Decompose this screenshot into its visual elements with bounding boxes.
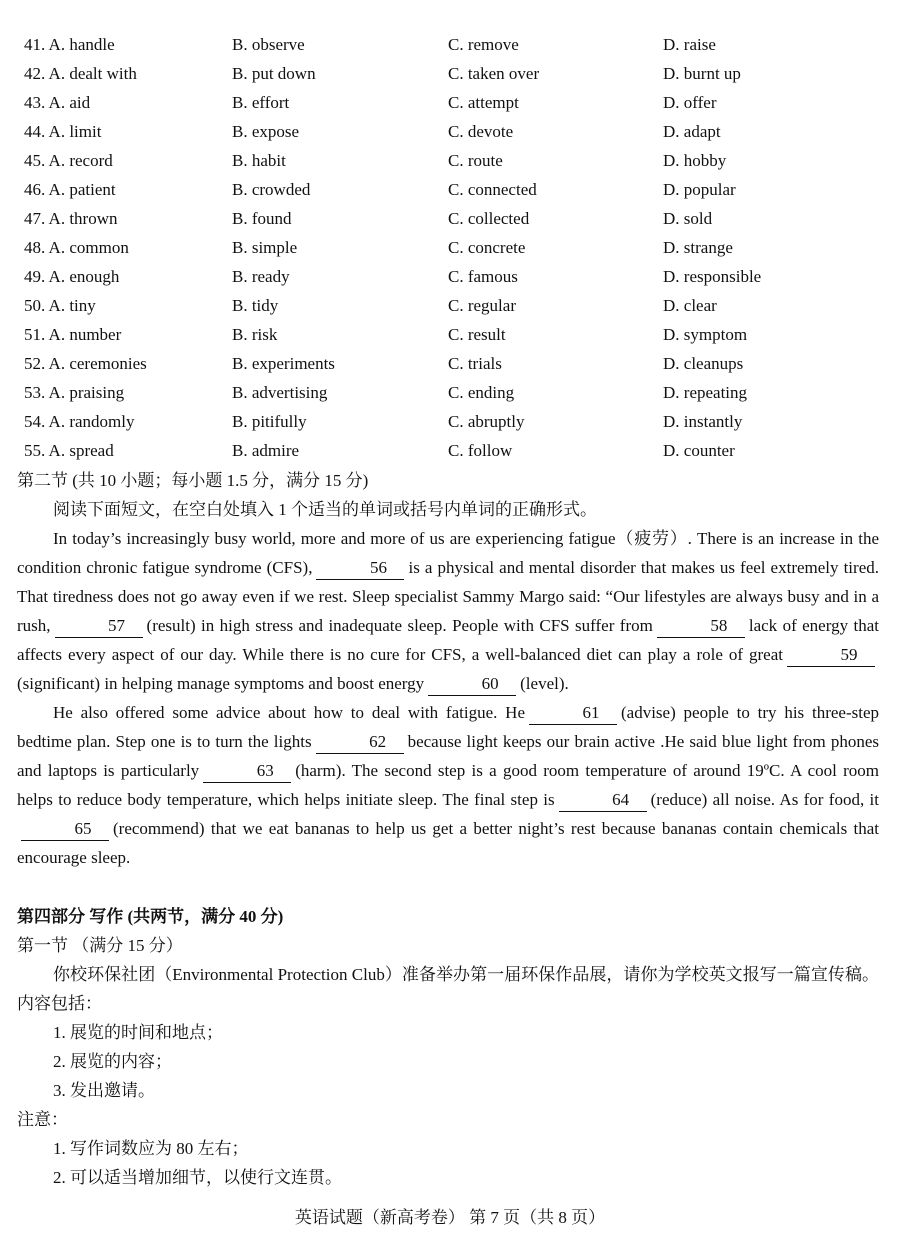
- option-d: D. symptom: [663, 325, 748, 344]
- option-row: [24, 204, 884, 233]
- option-d: D. popular: [663, 180, 736, 199]
- option-d: D. instantly: [663, 412, 743, 431]
- passage-paragraph-1: In today’s increasingly busy world, more and more of us are experiencing fatigue（疲劳）. There is an increase in the condition chronic fatigue syndrome (CFS), 56 is a physical and mental disorder that makes us feel extremely tired. That tiredness does not go away even if we rest. Sleep specialist Sammy Margo said: “Our lifestyles are always busy and in a rush, 57 (result) in high stress and inadequate sleep. People with CFS suffer from 58 lack of energy that affects every aspect of our day. While there is no cure for CFS, a well-balanced diet can play a role of great 59(significant) in helping manage symptoms and boost energy 60 (level).: [17, 524, 879, 698]
- option-row: [24, 320, 884, 349]
- option-c: C. remove: [448, 35, 519, 54]
- option-a: 44. A. limit: [24, 122, 102, 141]
- option-d: D. raise: [663, 35, 716, 54]
- option-a: 55. A. spread: [24, 441, 114, 460]
- option-d: D. repeating: [663, 383, 748, 402]
- option-a: 47. A. thrown: [24, 209, 118, 228]
- option-d: D. hobby: [663, 151, 727, 170]
- blank-61: 61: [529, 702, 617, 725]
- option-row: [24, 291, 884, 320]
- blank-59: 59: [787, 644, 875, 667]
- blank-56: 56: [316, 557, 404, 580]
- part-4-writing: [17, 902, 879, 1192]
- writing-prompt: 你校环保社团（Environmental Protection Club）准备举办第一届环保作品展，请你为学校英文报写一篇宣传稿。内容包括：: [17, 965, 879, 1013]
- option-b: B. experiments: [232, 354, 335, 373]
- option-a: 52. A. ceremonies: [24, 354, 147, 373]
- section-2: [17, 466, 879, 872]
- blank-63: 63: [203, 760, 291, 783]
- blank-57: 57: [55, 615, 143, 638]
- option-b: B. observe: [232, 35, 305, 54]
- option-c: C. regular: [448, 296, 516, 315]
- blank-62: 62: [316, 731, 404, 754]
- option-b: B. ready: [232, 267, 290, 286]
- option-row: [24, 436, 884, 465]
- option-b: B. admire: [232, 441, 300, 460]
- section-2-heading: 第二节 (共 10 小题；每小题 1.5 分，满分 15 分): [17, 471, 369, 490]
- option-b: B. pitifully: [232, 412, 307, 431]
- note-label: 注意：: [17, 1110, 68, 1129]
- option-row: [24, 117, 884, 146]
- requirement-item: 1. 展览的时间和地点；: [53, 1023, 223, 1042]
- option-a: 41. A. handle: [24, 35, 115, 54]
- option-b: B. effort: [232, 93, 290, 112]
- part-4-sub-heading: 第一节 （满分 15 分）: [17, 936, 183, 955]
- option-c: C. route: [448, 151, 503, 170]
- passage-paragraph-2: He also offered some advice about how to deal with fatigue. He 61 (advise) people to try his three-step bedtime plan. Step one is to turn the lights 62 because light keeps our brain active .He said blue light from phones and laptops is particularly 63 (harm). The second step is a good room temperature of around 19ºC. A cool room helps to reduce body temperature, which helps initiate sleep. The final step is 64 (reduce) all noise. As for food, it65 (recommend) that we eat bananas to help us get a better night’s rest because bananas contain chemicals that encourage sleep.: [17, 703, 879, 867]
- blank-60: 60: [428, 673, 516, 696]
- option-b: B. found: [232, 209, 292, 228]
- blank-58: 58: [657, 615, 745, 638]
- option-row: [24, 349, 884, 378]
- option-a: 42. A. dealt with: [24, 64, 137, 83]
- option-c: C. famous: [448, 267, 518, 286]
- option-b: B. advertising: [232, 383, 328, 402]
- option-row: [24, 175, 884, 204]
- option-b: B. risk: [232, 325, 278, 344]
- option-c: C. trials: [448, 354, 502, 373]
- option-row: [24, 59, 884, 88]
- option-a: 45. A. record: [24, 151, 113, 170]
- option-d: D. sold: [663, 209, 713, 228]
- option-row: [24, 146, 884, 175]
- option-c: C. follow: [448, 441, 513, 460]
- option-c: C. connected: [448, 180, 537, 199]
- requirement-item: 2. 展览的内容；: [53, 1052, 172, 1071]
- option-c: C. attempt: [448, 93, 519, 112]
- section-2-instruction: 阅读下面短文，在空白处填入 1 个适当的单词或括号内单词的正确形式。: [53, 500, 597, 519]
- option-a: 53. A. praising: [24, 383, 125, 402]
- option-d: D. adapt: [663, 122, 721, 141]
- option-row: [24, 378, 884, 407]
- option-row: [24, 262, 884, 291]
- option-a: 50. A. tiny: [24, 296, 96, 315]
- option-d: D. offer: [663, 93, 717, 112]
- option-row: [24, 407, 884, 436]
- option-d: D. cleanups: [663, 354, 744, 373]
- option-a: 49. A. enough: [24, 267, 120, 286]
- option-c: C. result: [448, 325, 506, 344]
- option-d: D. strange: [663, 238, 733, 257]
- note-item: 1. 写作词数应为 80 左右；: [53, 1139, 249, 1158]
- option-row: [24, 233, 884, 262]
- option-d: D. burnt up: [663, 64, 741, 83]
- option-row: [24, 88, 884, 117]
- option-b: B. put down: [232, 64, 316, 83]
- requirement-item: 3. 发出邀请。: [53, 1081, 155, 1100]
- option-c: C. collected: [448, 209, 530, 228]
- option-a: 48. A. common: [24, 238, 129, 257]
- option-c: C. abruptly: [448, 412, 525, 431]
- option-c: C. concrete: [448, 238, 526, 257]
- cloze-options-table: [24, 30, 884, 465]
- option-b: B. habit: [232, 151, 286, 170]
- blank-64: 64: [559, 789, 647, 812]
- option-d: D. clear: [663, 296, 717, 315]
- notes-list: [17, 1134, 879, 1192]
- option-a: 46. A. patient: [24, 180, 116, 199]
- note-item: 2. 可以适当增加细节，以使行文连贯。: [53, 1168, 342, 1187]
- option-b: B. expose: [232, 122, 300, 141]
- option-a: 43. A. aid: [24, 93, 91, 112]
- option-b: B. crowded: [232, 180, 311, 199]
- page-footer: 英语试题（新高考卷） 第 7 页（共 8 页）: [294, 1208, 606, 1227]
- option-a: 51. A. number: [24, 325, 122, 344]
- option-c: C. ending: [448, 383, 515, 402]
- option-b: B. tidy: [232, 296, 279, 315]
- option-b: B. simple: [232, 238, 298, 257]
- option-d: D. responsible: [663, 267, 762, 286]
- option-c: C. devote: [448, 122, 514, 141]
- part-4-heading: 第四部分 写作 (共两节，满分 40 分): [17, 907, 284, 926]
- option-row: [24, 30, 884, 59]
- blank-65: 65: [21, 818, 109, 841]
- option-c: C. taken over: [448, 64, 540, 83]
- option-d: D. counter: [663, 441, 735, 460]
- option-a: 54. A. randomly: [24, 412, 135, 431]
- writing-requirements: [17, 1018, 879, 1105]
